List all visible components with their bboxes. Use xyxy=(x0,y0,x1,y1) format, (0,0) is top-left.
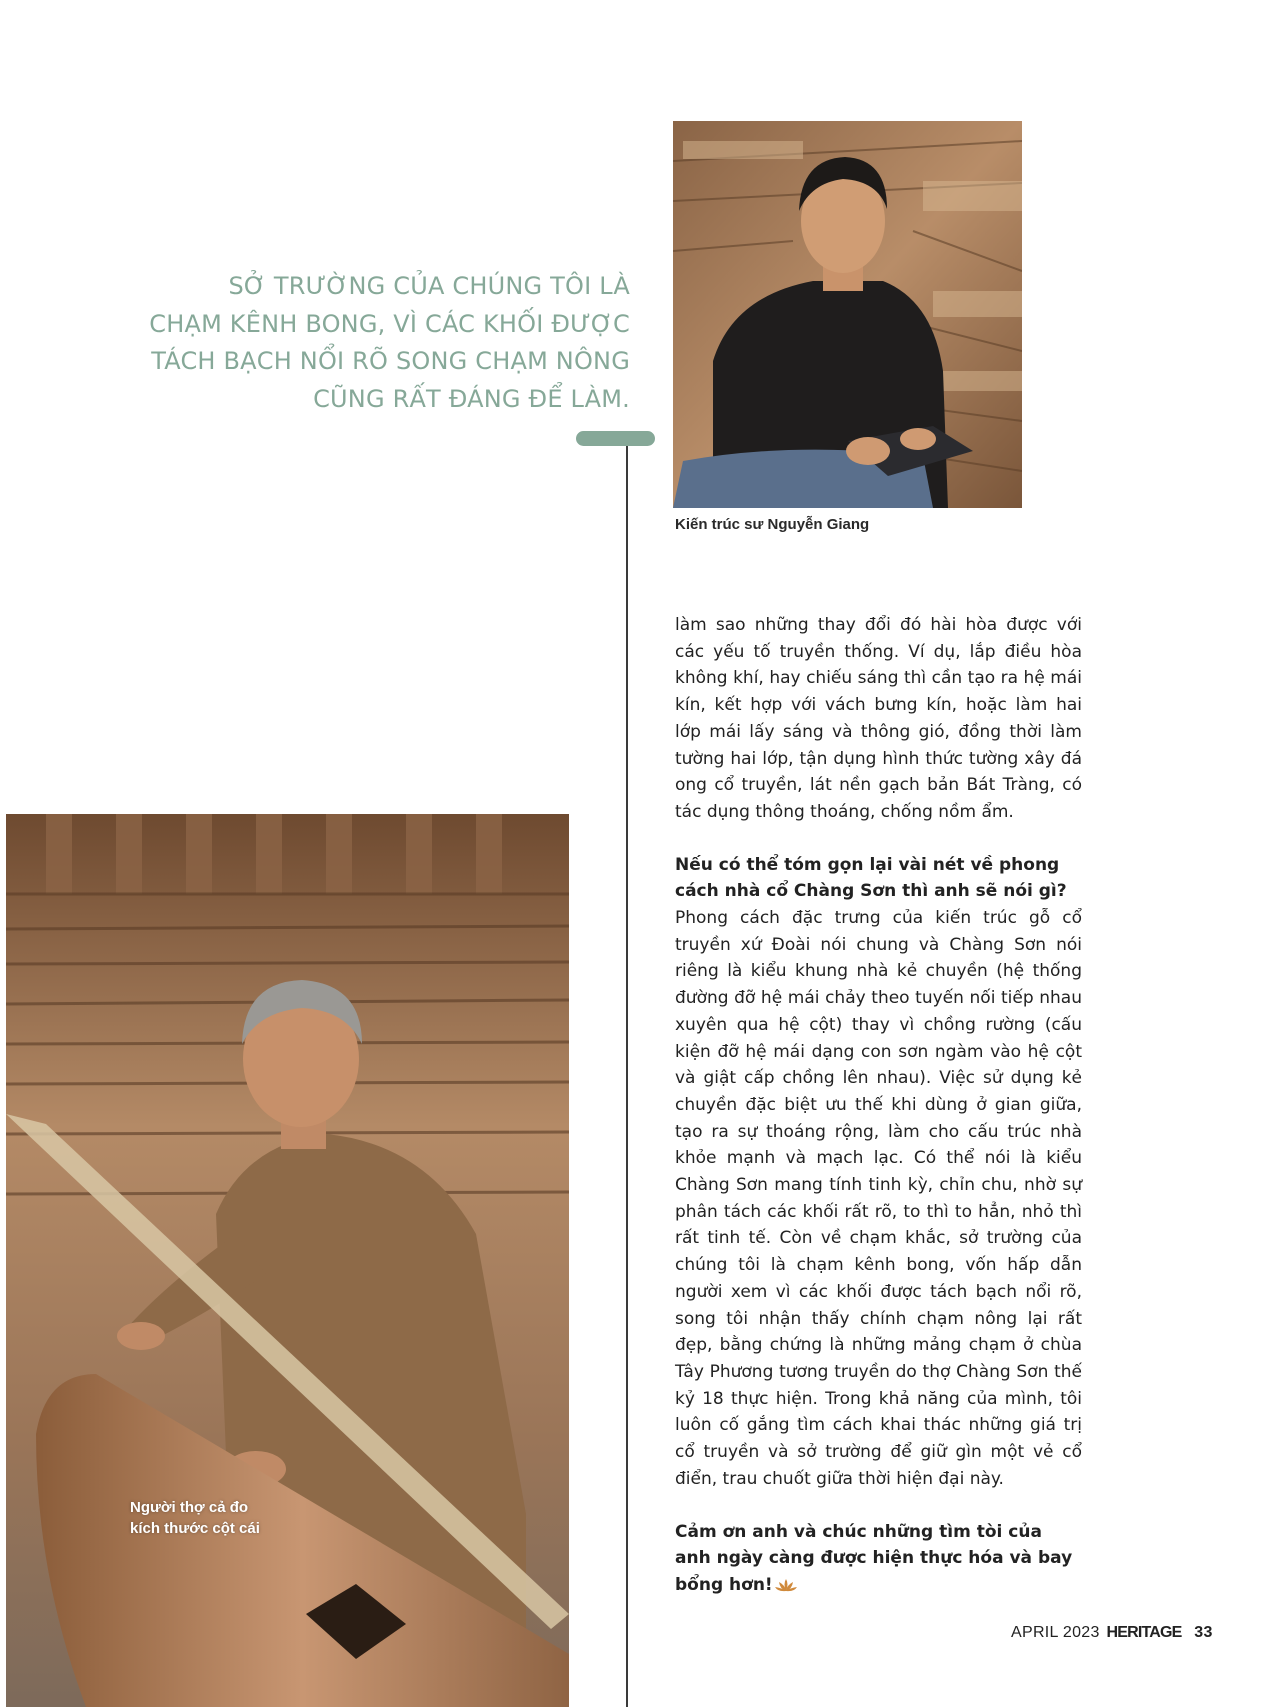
craftsman-photo xyxy=(6,814,569,1707)
issue-date: APRIL 2023 xyxy=(1011,1624,1100,1641)
pull-quote-line: SỞ TRƯỜNG CỦA CHÚNG TÔI LÀ xyxy=(228,272,630,300)
page-footer xyxy=(1011,1624,1213,1642)
craftsman-photo-caption xyxy=(130,1497,260,1539)
article-body xyxy=(675,612,1082,1627)
interview-answer: Phong cách đặc trưng của kiến trúc gỗ cổ truyền xứ Đoài nói chung và Chàng Sơn nói riêng là kiểu khung nhà kẻ chuyền (hệ thống đường đỡ hệ mái chảy theo tuyến nối tiếp nhau xuyên qua hệ cột) thay vì chồng rường (cấu kiện đỡ hệ mái dạng con sơn ngàm vào hệ cột và giật cấp chồng lên nhau). Việc sử dụng kẻ chuyền đặc biệt ưu thế khi dùng ở gian giữa, tạo ra sự thoáng rộng, làm cho cấu trúc nhà khỏe mạnh và mạch lạc. Có thể nói là kiểu Chàng Sơn mang tính tinh kỳ, chỉn chu, nhờ sự phân tách các khối rất rõ, to thì to hẳn, nhỏ thì rất tinh tế. Còn về chạm khắc, sở trường của chúng tôi là chạm kênh bong, vốn hấp dẫn người xem vì các khối được tách bạch nổi rõ, song tôi nhận thấy chính chạm nông lại rất đẹp, bằng chứng là những mảng chạm ở chùa Tây Phương tương truyền do thợ Chàng Sơn thế kỷ 18 thực hiện. Trong khả năng của mình, tôi luôn cố gắng tìm cách khai thác những giá trị cổ truyền và sở trường để giữ gìn một vẻ cổ điển, trau chuốt giữa thời hiện đại này. xyxy=(675,908,1082,1489)
architect-photo-caption: Kiến trúc sư Nguyễn Giang xyxy=(675,516,870,533)
magazine-name: HERITAGE xyxy=(1106,1624,1182,1641)
pull-quote-accent-bar xyxy=(576,431,655,446)
lotus-end-mark-icon xyxy=(775,1574,797,1601)
interview-question: Nếu có thể tóm gọn lại vài nét về phong cách nhà cổ Chàng Sơn thì anh sẽ nói gì? xyxy=(675,854,1067,902)
article-intro-paragraph: làm sao những thay đổi đó hài hòa được với các yếu tố truyền thống. Ví dụ, lắp điều hòa không khí, hay chiếu sáng thì cần tạo ra hệ mái kín, kết hợp với vách bưng kín, hoặc làm hai lớp mái lấy sáng và thông gió, đồng thời làm tường hai lớp, tận dụng hình thức tường xây đá ong cổ truyền, lát nền gạch bản Bát Tràng, có tác dụng thông thoáng, chống nồm ẩm. xyxy=(675,615,1082,822)
pull-quote-line: CŨNG RẤT ĐÁNG ĐỂ LÀM. xyxy=(313,384,630,413)
pull-quote xyxy=(100,268,630,418)
pull-quote-line: TÁCH BẠCH NỔI RÕ SONG CHẠM NÔNG xyxy=(151,347,630,375)
closing-text: Cảm ơn anh và chúc những tìm tòi của anh ngày càng được hiện thực hóa và bay bổng hơn! xyxy=(675,1521,1073,1595)
page-number: 33 xyxy=(1194,1624,1213,1641)
architect-photo xyxy=(673,121,1022,508)
craftsman-caption-line: kích thước cột cái xyxy=(130,1520,260,1537)
pull-quote-line: CHẠM KÊNH BONG, VÌ CÁC KHỐI ĐƯỢC xyxy=(149,309,630,338)
craftsman-caption-line: Người thợ cả đo xyxy=(130,1499,249,1516)
column-divider-line xyxy=(626,446,628,1707)
closing-paragraph xyxy=(675,1519,1082,1601)
